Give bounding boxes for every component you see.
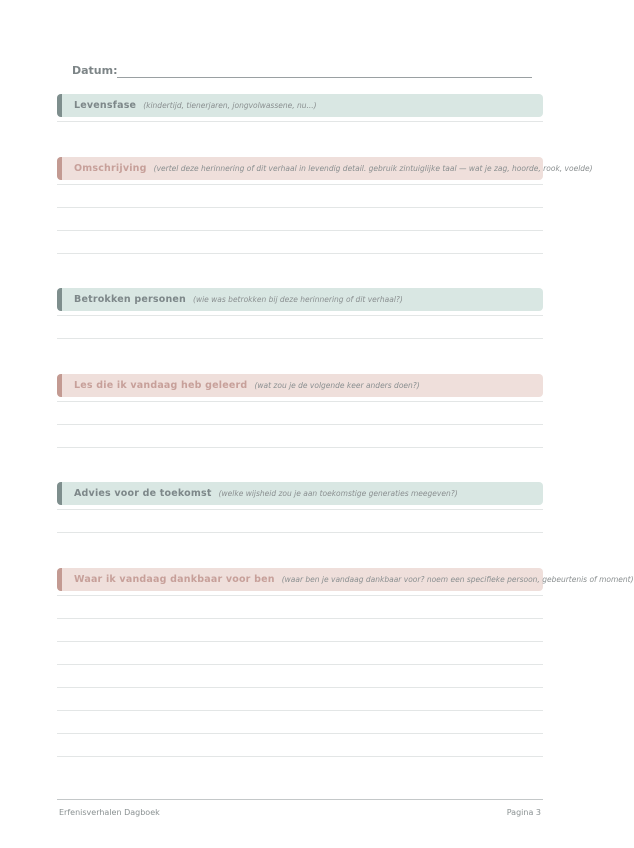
section-les-geleerd bbox=[57, 374, 543, 448]
section-omschrijving bbox=[57, 157, 593, 254]
footer-journal-title: Erfenisverhalen Dagboek bbox=[59, 808, 160, 817]
section-advies-toekomst bbox=[57, 482, 543, 533]
section-betrokken-personen bbox=[57, 288, 543, 339]
writing-line[interactable] bbox=[57, 618, 543, 619]
section-accent bbox=[57, 482, 62, 505]
section-title: Les die ik vandaag heb geleerd bbox=[74, 380, 248, 391]
writing-line[interactable] bbox=[57, 756, 543, 757]
section-accent bbox=[57, 568, 62, 591]
section-levensfase bbox=[57, 94, 543, 122]
writing-line[interactable] bbox=[57, 641, 543, 642]
footer-page-number: Pagina 3 bbox=[506, 808, 541, 817]
section-hint: (kindertijd, tienerjaren, jongvolwassene, nu...) bbox=[143, 101, 317, 110]
section-accent bbox=[57, 157, 62, 180]
section-title: Betrokken personen bbox=[74, 294, 187, 305]
writing-line[interactable] bbox=[57, 338, 543, 339]
writing-line[interactable] bbox=[57, 424, 543, 425]
writing-line[interactable] bbox=[57, 509, 543, 510]
writing-line[interactable] bbox=[57, 230, 543, 231]
section-title: Omschrijving bbox=[74, 163, 147, 174]
section-header bbox=[57, 288, 543, 311]
writing-line[interactable] bbox=[57, 401, 543, 402]
writing-line[interactable] bbox=[57, 207, 543, 208]
section-dankbaar bbox=[57, 568, 634, 757]
section-hint: (wat zou je de volgende keer anders doen?) bbox=[254, 381, 420, 390]
writing-line[interactable] bbox=[57, 121, 543, 122]
section-header bbox=[57, 157, 593, 180]
section-header bbox=[57, 374, 543, 397]
footer-divider bbox=[57, 799, 543, 800]
writing-line[interactable] bbox=[57, 733, 543, 734]
section-header bbox=[57, 482, 543, 505]
section-accent bbox=[57, 94, 62, 117]
date-input-line[interactable] bbox=[117, 77, 532, 78]
writing-line[interactable] bbox=[57, 687, 543, 688]
writing-line[interactable] bbox=[57, 710, 543, 711]
writing-line[interactable] bbox=[57, 664, 543, 665]
writing-line[interactable] bbox=[57, 595, 543, 596]
section-hint: (welke wijsheid zou je aan toekomstige generaties meegeven?) bbox=[218, 489, 458, 498]
section-hint: (waar ben je vandaag dankbaar voor? noem een specifieke persoon, gebeurtenis of moment) bbox=[281, 575, 634, 584]
writing-line[interactable] bbox=[57, 532, 543, 533]
section-header bbox=[57, 568, 634, 591]
writing-line[interactable] bbox=[57, 447, 543, 448]
section-title: Waar ik vandaag dankbaar voor ben bbox=[74, 574, 275, 585]
section-accent bbox=[57, 374, 62, 397]
date-row bbox=[72, 62, 532, 80]
section-header bbox=[57, 94, 543, 117]
section-title: Levensfase bbox=[74, 100, 137, 111]
writing-line[interactable] bbox=[57, 253, 543, 254]
section-title: Advies voor de toekomst bbox=[74, 488, 212, 499]
date-label: Datum: bbox=[72, 64, 118, 77]
writing-line[interactable] bbox=[57, 315, 543, 316]
section-hint: (vertel deze herinnering of dit verhaal in levendig detail. gebruik zintuiglijke taal — wat je zag, hoorde, rook, voelde) bbox=[153, 164, 593, 173]
section-hint: (wie was betrokken bij deze herinnering of dit verhaal?) bbox=[193, 295, 403, 304]
writing-line[interactable] bbox=[57, 184, 543, 185]
section-accent bbox=[57, 288, 62, 311]
